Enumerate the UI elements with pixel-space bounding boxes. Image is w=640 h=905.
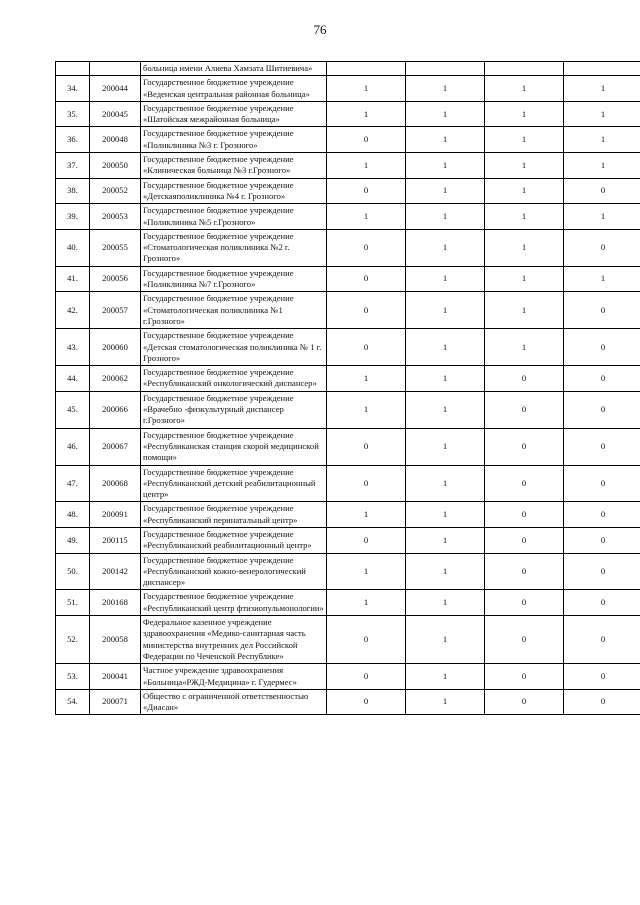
- indicator-value-cell: 0: [564, 689, 640, 715]
- indicator-value-cell: 0: [327, 178, 406, 204]
- table-row: [56, 553, 640, 590]
- row-number-cell: 51.: [56, 590, 90, 616]
- indicator-value-cell: 0: [485, 664, 564, 690]
- indicator-value-cell: 0: [564, 428, 640, 465]
- institution-name-cell: Государственное бюджетное учреждение «Республиканский перинатальный центр»: [141, 502, 327, 528]
- institution-name-cell: Государственное бюджетное учреждение «Детскаяполиклиника №4 г. Грозного»: [141, 178, 327, 204]
- table-row: [56, 76, 640, 102]
- indicator-value-cell: 1: [485, 153, 564, 179]
- table-row: [56, 204, 640, 230]
- indicator-value-cell: 1: [327, 590, 406, 616]
- indicator-value-cell: 0: [564, 391, 640, 428]
- indicator-value-cell: 1: [406, 366, 485, 392]
- indicator-value-cell: 1: [406, 502, 485, 528]
- row-number-cell: 45.: [56, 391, 90, 428]
- institution-code-cell: 200068: [90, 465, 141, 502]
- row-number-cell: 34.: [56, 76, 90, 102]
- indicator-value-cell: 1: [406, 127, 485, 153]
- institution-code-cell: 200044: [90, 76, 141, 102]
- indicator-value-cell: 1: [485, 292, 564, 329]
- row-number-cell: 40.: [56, 229, 90, 266]
- table-row: [56, 428, 640, 465]
- indicator-value-cell: 1: [327, 502, 406, 528]
- row-number-cell: 46.: [56, 428, 90, 465]
- indicator-value-cell: 1: [327, 204, 406, 230]
- row-number-cell: 50.: [56, 553, 90, 590]
- row-number-cell: 49.: [56, 527, 90, 553]
- indicator-value-cell: 1: [406, 553, 485, 590]
- indicator-value-cell: 1: [564, 101, 640, 127]
- indicator-value-cell: 1: [406, 266, 485, 292]
- table-row: [56, 292, 640, 329]
- indicator-value-cell: 0: [327, 527, 406, 553]
- indicator-value-cell: 1: [485, 127, 564, 153]
- institution-code-cell: 200041: [90, 664, 141, 690]
- institution-code-cell: 200056: [90, 266, 141, 292]
- institution-code-cell: 200052: [90, 178, 141, 204]
- row-number-cell: 42.: [56, 292, 90, 329]
- table-row: [56, 101, 640, 127]
- indicator-value-cell: 1: [485, 229, 564, 266]
- institution-name-cell: Государственное бюджетное учреждение «Стоматологическая поликлиника №1 г.Грозного»: [141, 292, 327, 329]
- indicator-value-cell: 0: [564, 292, 640, 329]
- institution-name-cell: Государственное бюджетное учреждение «Поликлиника №3 г. Грозного»: [141, 127, 327, 153]
- table-row: [56, 62, 640, 76]
- institution-name-cell: Государственное бюджетное учреждение «Шатойская межрайонная больница»: [141, 101, 327, 127]
- indicator-value-cell: 1: [406, 329, 485, 366]
- registry-table-body: [56, 62, 640, 715]
- indicator-value-cell: 1: [406, 664, 485, 690]
- institution-code-cell: 200062: [90, 366, 141, 392]
- indicator-value-cell: 1: [406, 101, 485, 127]
- indicator-value-cell: [564, 62, 640, 76]
- institution-code-cell: 200060: [90, 329, 141, 366]
- table-row: [56, 266, 640, 292]
- indicator-value-cell: 1: [327, 366, 406, 392]
- indicator-value-cell: 1: [564, 153, 640, 179]
- institution-name-cell: Государственное бюджетное учреждение «Республиканский реабилитационный центр»: [141, 527, 327, 553]
- indicator-value-cell: 0: [327, 616, 406, 664]
- indicator-value-cell: 1: [327, 76, 406, 102]
- institution-code-cell: 200115: [90, 527, 141, 553]
- indicator-value-cell: 1: [406, 391, 485, 428]
- table-row: [56, 664, 640, 690]
- indicator-value-cell: 0: [327, 266, 406, 292]
- indicator-value-cell: 1: [406, 204, 485, 230]
- row-number-cell: 47.: [56, 465, 90, 502]
- institution-code-cell: 200050: [90, 153, 141, 179]
- indicator-value-cell: 1: [327, 153, 406, 179]
- indicator-value-cell: 1: [327, 553, 406, 590]
- institution-name-cell: Государственное бюджетное учреждение «Веденская центральная районная больница»: [141, 76, 327, 102]
- indicator-value-cell: 0: [485, 428, 564, 465]
- institution-name-cell: Государственное бюджетное учреждение «Республиканский центр фтизиопульмонологии»: [141, 590, 327, 616]
- indicator-value-cell: 0: [564, 366, 640, 392]
- institution-code-cell: 200142: [90, 553, 141, 590]
- indicator-value-cell: 0: [564, 502, 640, 528]
- indicator-value-cell: 0: [485, 553, 564, 590]
- institution-name-cell: Государственное бюджетное учреждение «Клиническая больница №3 г.Грозного»: [141, 153, 327, 179]
- table-row: [56, 465, 640, 502]
- table-row: [56, 391, 640, 428]
- indicator-value-cell: 1: [485, 204, 564, 230]
- indicator-value-cell: 0: [327, 689, 406, 715]
- institution-name-cell: Государственное бюджетное учреждение «Республиканский онкологический диспансер»: [141, 366, 327, 392]
- row-number-cell: 39.: [56, 204, 90, 230]
- page-number: 76: [313, 22, 327, 37]
- institution-code-cell: 200058: [90, 616, 141, 664]
- indicator-value-cell: 1: [406, 689, 485, 715]
- table-row: [56, 366, 640, 392]
- indicator-value-cell: 0: [327, 664, 406, 690]
- indicator-value-cell: 1: [406, 527, 485, 553]
- indicator-value-cell: 1: [564, 127, 640, 153]
- indicator-value-cell: 1: [406, 465, 485, 502]
- indicator-value-cell: 1: [406, 153, 485, 179]
- institution-name-cell: Государственное бюджетное учреждение «Республиканский кожно-венерологический диспансер»: [141, 553, 327, 590]
- indicator-value-cell: 0: [564, 590, 640, 616]
- institution-code-cell: 200045: [90, 101, 141, 127]
- institution-name-cell: Федеральное казенное учреждение здравоохранения «Медико-санитарная часть министерства внутренних дел Российской Федерации по Чеченской Республике»: [141, 616, 327, 664]
- indicator-value-cell: 0: [564, 553, 640, 590]
- indicator-value-cell: 0: [485, 366, 564, 392]
- indicator-value-cell: 0: [327, 292, 406, 329]
- table-row: [56, 590, 640, 616]
- table-row: [56, 153, 640, 179]
- table-row: [56, 127, 640, 153]
- indicator-value-cell: 0: [564, 178, 640, 204]
- indicator-value-cell: [485, 62, 564, 76]
- indicator-value-cell: 0: [485, 465, 564, 502]
- indicator-value-cell: 1: [327, 391, 406, 428]
- institution-name-cell: Государственное бюджетное учреждение «Стоматологическая поликлиника №2 г. Грозного»: [141, 229, 327, 266]
- indicator-value-cell: 1: [485, 76, 564, 102]
- indicator-value-cell: 0: [564, 527, 640, 553]
- indicator-value-cell: 0: [564, 616, 640, 664]
- institution-code-cell: 200091: [90, 502, 141, 528]
- institution-code-cell: 200053: [90, 204, 141, 230]
- indicator-value-cell: 0: [485, 590, 564, 616]
- indicator-value-cell: 1: [564, 266, 640, 292]
- indicator-value-cell: 0: [485, 502, 564, 528]
- row-number-cell: 48.: [56, 502, 90, 528]
- indicator-value-cell: 0: [327, 428, 406, 465]
- row-number-cell: [56, 62, 90, 76]
- indicator-value-cell: 1: [485, 178, 564, 204]
- institution-code-cell: 200168: [90, 590, 141, 616]
- row-number-cell: 37.: [56, 153, 90, 179]
- institution-name-cell: Государственное бюджетное учреждение «Поликлиника №5 г.Грозного»: [141, 204, 327, 230]
- indicator-value-cell: 0: [327, 329, 406, 366]
- indicator-value-cell: 1: [564, 76, 640, 102]
- indicator-value-cell: 0: [564, 465, 640, 502]
- indicator-value-cell: 1: [406, 292, 485, 329]
- table-row: [56, 502, 640, 528]
- table-row: [56, 527, 640, 553]
- indicator-value-cell: 1: [485, 266, 564, 292]
- institution-code-cell: 200057: [90, 292, 141, 329]
- indicator-value-cell: 1: [406, 178, 485, 204]
- indicator-value-cell: 0: [564, 329, 640, 366]
- row-number-cell: 36.: [56, 127, 90, 153]
- institution-name-cell: Государственное бюджетное учреждение «Поликлиника №7 г.Грозного»: [141, 266, 327, 292]
- table-row: [56, 178, 640, 204]
- institution-name-cell: Государственное бюджетное учреждение «Республиканская станция скорой медицинской помощи»: [141, 428, 327, 465]
- indicator-value-cell: 1: [406, 616, 485, 664]
- indicator-value-cell: 1: [327, 101, 406, 127]
- row-number-cell: 41.: [56, 266, 90, 292]
- row-number-cell: 54.: [56, 689, 90, 715]
- indicator-value-cell: 1: [406, 590, 485, 616]
- indicator-value-cell: 1: [485, 329, 564, 366]
- indicator-value-cell: 1: [564, 204, 640, 230]
- indicator-value-cell: 1: [406, 229, 485, 266]
- institution-name-cell: Частное учреждение здравоохранения «Больница«РЖД-Медицина» г. Гудермес»: [141, 664, 327, 690]
- table-row: [56, 689, 640, 715]
- institution-code-cell: 200067: [90, 428, 141, 465]
- row-number-cell: 38.: [56, 178, 90, 204]
- indicator-value-cell: 0: [485, 527, 564, 553]
- indicator-value-cell: [406, 62, 485, 76]
- table-row: [56, 229, 640, 266]
- institution-code-cell: 200055: [90, 229, 141, 266]
- indicator-value-cell: 0: [327, 127, 406, 153]
- institution-name-cell: Государственное бюджетное учреждение «Врачебно -физкультурный диспансер г.Грозного»: [141, 391, 327, 428]
- row-number-cell: 43.: [56, 329, 90, 366]
- indicator-value-cell: 0: [327, 229, 406, 266]
- institution-code-cell: 200071: [90, 689, 141, 715]
- row-number-cell: 44.: [56, 366, 90, 392]
- institution-code-cell: 200066: [90, 391, 141, 428]
- registry-table: [55, 61, 640, 715]
- institution-name-cell: Государственное бюджетное учреждение «Республиканский детский реабилитационный центр»: [141, 465, 327, 502]
- indicator-value-cell: 0: [485, 616, 564, 664]
- indicator-value-cell: 1: [406, 428, 485, 465]
- indicator-value-cell: 0: [485, 689, 564, 715]
- indicator-value-cell: 0: [564, 664, 640, 690]
- indicator-value-cell: 1: [485, 101, 564, 127]
- institution-name-cell: больница имени Алиева Хамзата Шитиевича»: [141, 62, 327, 76]
- institution-code-cell: [90, 62, 141, 76]
- institution-name-cell: Общество с ограниченной ответственностью «Диасан»: [141, 689, 327, 715]
- row-number-cell: 35.: [56, 101, 90, 127]
- institution-code-cell: 200048: [90, 127, 141, 153]
- row-number-cell: 52.: [56, 616, 90, 664]
- indicator-value-cell: 0: [485, 391, 564, 428]
- indicator-value-cell: 0: [564, 229, 640, 266]
- table-row: [56, 329, 640, 366]
- indicator-value-cell: [327, 62, 406, 76]
- row-number-cell: 53.: [56, 664, 90, 690]
- table-row: [56, 616, 640, 664]
- indicator-value-cell: 0: [327, 465, 406, 502]
- institution-name-cell: Государственное бюджетное учреждение «Детская стоматологическая поликлиника № 1 г. Грозного»: [141, 329, 327, 366]
- indicator-value-cell: 1: [406, 76, 485, 102]
